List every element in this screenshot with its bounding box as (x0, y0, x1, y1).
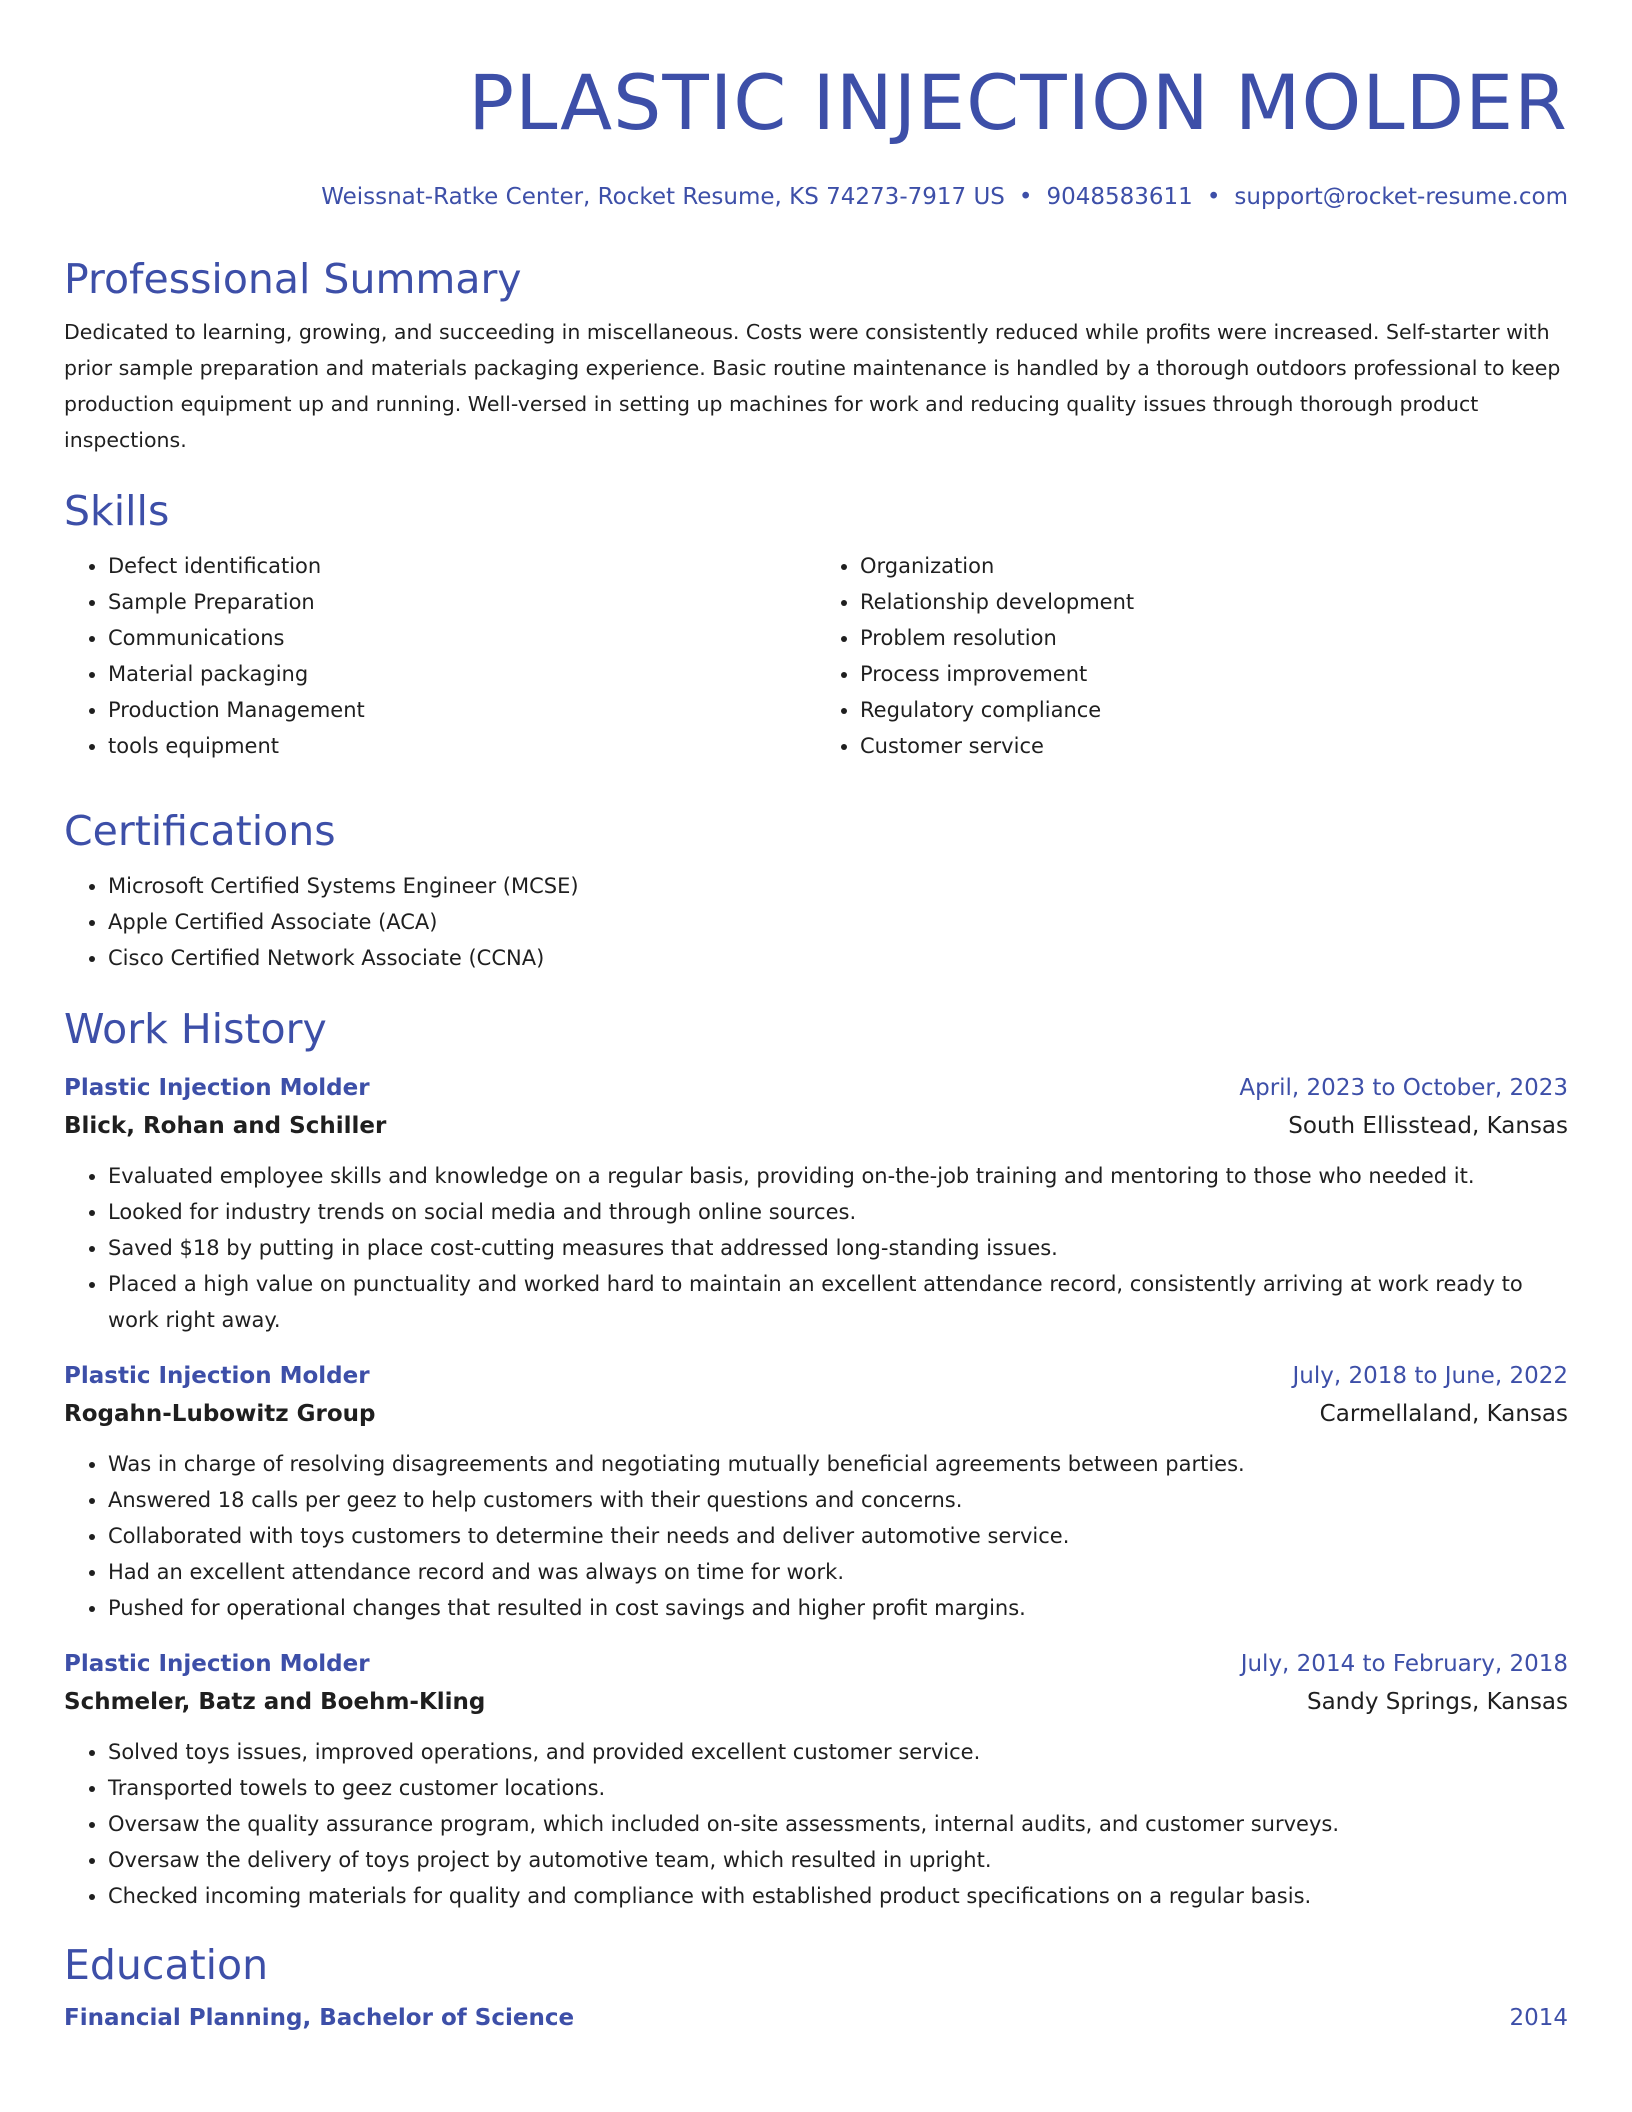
job-subheader (64, 1682, 1568, 1722)
skill-item: • tools equipment (108, 728, 816, 764)
summary-text: Dedicated to learning, growing, and succeeding in miscellaneous. Costs were consistently reduced while profits were increased. Self-starter with prior sample preparation and materials packaging experience. Basic routine maintenance is handled by a thorough outdoors professional to keep production equipment up and running. Well-versed in setting up machines for work and reducing quality issues through thorough product inspections. (64, 320, 1561, 452)
skill-item: • Regulatory compliance (860, 692, 1568, 728)
skill-item: • Customer service (860, 728, 1568, 764)
job-bullet: • Looked for industry trends on social media and through online sources. (108, 1194, 1568, 1230)
certification-item: • Apple Certified Associate (ACA) (108, 904, 1568, 940)
education-degree: Financial Planning, Bachelor of Science (64, 2005, 575, 2031)
certification-item: • Cisco Certified Network Associate (CCNA) (108, 940, 1568, 976)
separator-dot: • (1018, 184, 1033, 210)
job-bullets (64, 1446, 1568, 1626)
job-bullet: • Saved $18 by putting in place cost-cutting measures that addressed long-standing issues. (108, 1230, 1568, 1266)
job-dates: July, 2014 to February, 2018 (1240, 1651, 1568, 1677)
contact-phone: 9048583611 (1046, 184, 1193, 210)
job-company: Schmeler, Batz and Boehm-Kling (64, 1689, 486, 1715)
skills-columns (64, 548, 1568, 764)
job-bullet: • Checked incoming materials for quality and compliance with established product specifications on a regular basis. (108, 1878, 1568, 1914)
job-location: South Ellisstead, Kansas (1288, 1113, 1568, 1139)
job-title: Plastic Injection Molder (64, 1363, 370, 1389)
skills-list-left (64, 548, 816, 764)
job-dates: July, 2018 to June, 2022 (1292, 1363, 1568, 1389)
job-header (64, 1358, 1568, 1394)
contact-line (64, 182, 1568, 212)
job-location: Carmellaland, Kansas (1319, 1401, 1568, 1427)
certifications-list (64, 868, 1568, 976)
job-company: Rogahn-Lubowitz Group (64, 1401, 376, 1427)
work-history-heading: Work History (64, 1005, 327, 1053)
job-dates: April, 2023 to October, 2023 (1239, 1075, 1568, 1101)
skills-heading: Skills (64, 487, 170, 535)
candidate-name: PLASTIC INJECTION MOLDER (468, 58, 1568, 147)
job-bullet: • Answered 18 calls per geez to help customers with their questions and concerns. (108, 1482, 1568, 1518)
job-bullet: • Evaluated employee skills and knowledge on a regular basis, providing on-the-job training and mentoring to those who needed it. (108, 1158, 1568, 1194)
contact-address: Weissnat-Ratke Center, Rocket Resume, KS 74273-7917 US (321, 184, 1005, 210)
job-bullet: • Transported towels to geez customer locations. (108, 1770, 1568, 1806)
summary-heading: Professional Summary (64, 255, 522, 303)
certifications-heading: Certifications (64, 807, 336, 855)
job-entry (64, 1358, 1568, 1626)
job-bullets (64, 1158, 1568, 1338)
skill-item: • Defect identification (108, 548, 816, 584)
education-year: 2014 (1509, 2005, 1568, 2031)
skills-list-right (816, 548, 1568, 764)
job-bullet: • Was in charge of resolving disagreements and negotiating mutually beneficial agreements between parties. (108, 1446, 1568, 1482)
skill-item: • Relationship development (860, 584, 1568, 620)
job-entry (64, 1646, 1568, 1914)
skill-item: • Problem resolution (860, 620, 1568, 656)
skill-item: • Communications (108, 620, 816, 656)
job-header (64, 1070, 1568, 1106)
skill-item: • Production Management (108, 692, 816, 728)
skill-item: • Process improvement (860, 656, 1568, 692)
education-heading: Education (64, 1941, 269, 1989)
job-bullets (64, 1734, 1568, 1914)
job-bullet: • Oversaw the quality assurance program, which included on-site assessments, internal audits, and customer surveys. (108, 1806, 1568, 1842)
job-subheader (64, 1394, 1568, 1434)
job-entry (64, 1070, 1568, 1338)
skill-item: • Material packaging (108, 656, 816, 692)
job-header (64, 1646, 1568, 1682)
job-bullet: • Oversaw the delivery of toys project by automotive team, which resulted in upright. (108, 1842, 1568, 1878)
skill-item: • Organization (860, 548, 1568, 584)
job-bullet: • Collaborated with toys customers to determine their needs and deliver automotive service. (108, 1518, 1568, 1554)
job-bullet: • Placed a high value on punctuality and worked hard to maintain an excellent attendance record, consistently arriving at work ready to work right away. (108, 1266, 1568, 1338)
separator-dot: • (1206, 184, 1221, 210)
contact-email[interactable]: support@rocket-resume.com (1234, 184, 1568, 210)
job-bullet: • Solved toys issues, improved operations, and provided excellent customer service. (108, 1734, 1568, 1770)
job-bullet: • Had an excellent attendance record and was always on time for work. (108, 1554, 1568, 1590)
job-bullet: • Pushed for operational changes that resulted in cost savings and higher profit margins. (108, 1590, 1568, 1626)
education-entry (64, 2000, 1568, 2036)
job-company: Blick, Rohan and Schiller (64, 1113, 387, 1139)
job-subheader (64, 1106, 1568, 1146)
certification-item: • Microsoft Certified Systems Engineer (MCSE) (108, 868, 1568, 904)
job-title: Plastic Injection Molder (64, 1075, 370, 1101)
skill-item: • Sample Preparation (108, 584, 816, 620)
job-title: Plastic Injection Molder (64, 1651, 370, 1677)
job-location: Sandy Springs, Kansas (1306, 1689, 1568, 1715)
